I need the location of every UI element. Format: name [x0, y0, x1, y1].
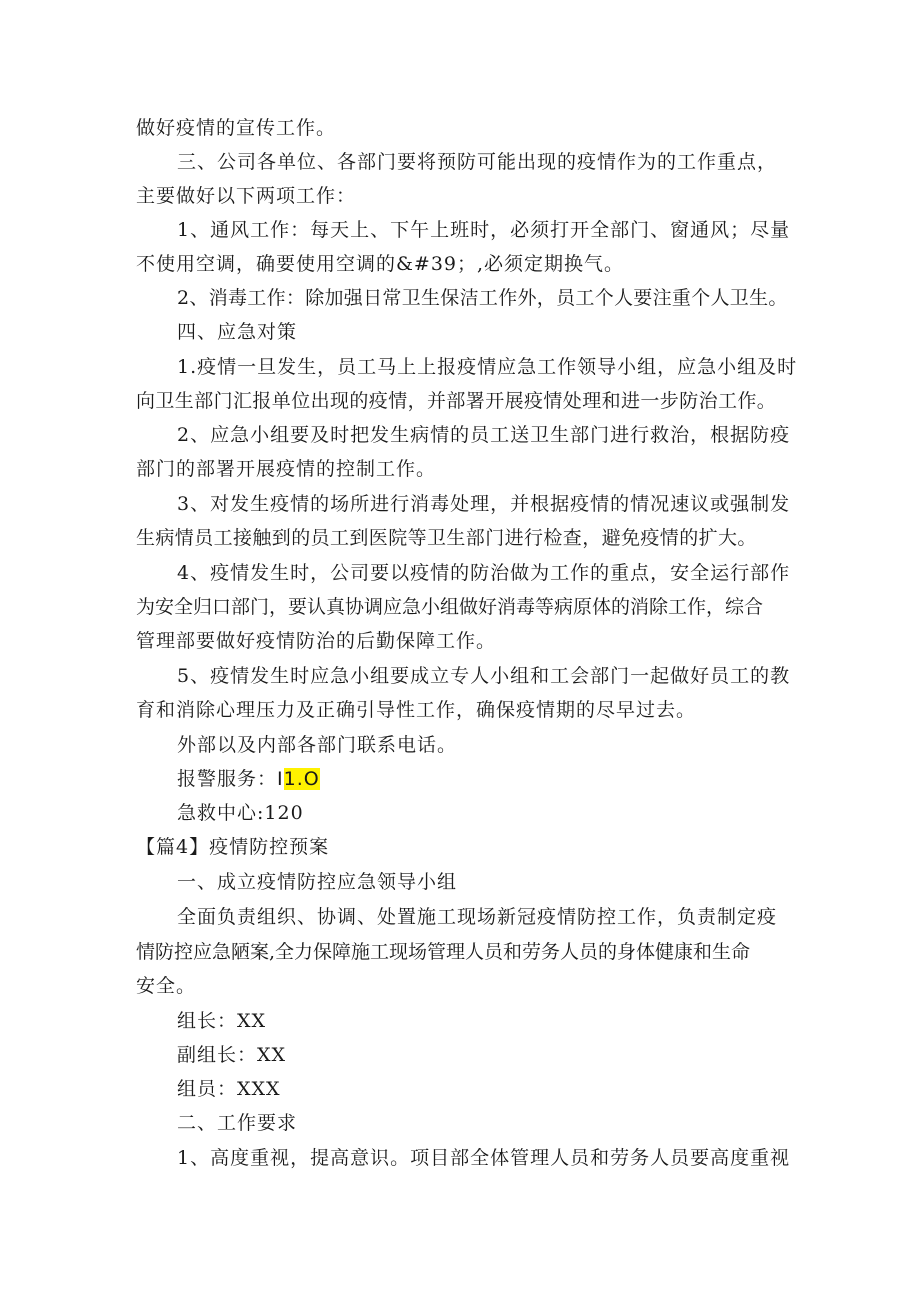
text-line: 三、公司各单位、各部门要将预防可能出现的疫情作为的工作重点，	[177, 151, 778, 173]
text-line: 安全。	[136, 975, 197, 997]
text-line: 全面负责组织、协调、处置施工现场新冠疫情防控工作，负责制定疫	[177, 906, 778, 928]
text-line: 管理部要做好疫情防治的后勤保障工作。	[136, 630, 497, 652]
deputy-leader-line: 副组长：XX	[177, 1044, 287, 1066]
text-line: 做好疫情的宣传工作。	[136, 117, 337, 139]
text-line: 1、通风工作：每天上、下午上班时，必须打开全部门、窗通风；尽量	[177, 219, 791, 241]
text-line: 生病情员工接触到的员工到医院等卫生部门进行检查，避免疫情的扩大。	[136, 527, 757, 549]
text-line: 四、应急对策	[177, 321, 298, 343]
text-line: 3、对发生疫情的场所进行消毒处理，并根据疫情的情况速议或强制发	[177, 493, 791, 515]
group-leader-line: 组长：XX	[177, 1010, 267, 1032]
text-line: 不使用空调，确要使用空调的&#39；,必须定期换气。	[136, 253, 625, 275]
police-number-prefix: I	[277, 768, 284, 790]
text-line: 育和消除心理压力及正确引导性工作，确保疫情期的尽早过去。	[136, 699, 697, 721]
text-line: 2、应急小组要及时把发生病情的员工送卫生部门进行救治，根据防疫	[177, 424, 791, 446]
text-line: 外部以及内部各部门联系电话。	[177, 734, 458, 756]
text-line: 1.疫情一旦发生，员工马上上报疫情应急工作领导小组，应急小组及时	[177, 356, 798, 378]
text-line: 5、疫情发生时应急小组要成立专人小组和工会部门一起做好员工的教	[177, 665, 791, 687]
text-line: 1、高度重视，提高意识。项目部全体管理人员和劳务人员要高度重视	[177, 1147, 791, 1169]
police-phone-line	[177, 767, 320, 791]
police-label: 报警服务：	[177, 768, 278, 790]
text-line: 部门的部署开展疫情的控制工作。	[136, 458, 437, 480]
text-line: 向卫生部门汇报单位出现的疫情，并部署开展疫情处理和进一步防治工作。	[136, 390, 777, 412]
text-line: 为安全归口部门，要认真协调应急小组做好消毒等病原体的消除工作，综合	[136, 596, 764, 618]
text-line: 主要做好以下两项工作：	[136, 185, 357, 207]
members-line: 组员：XXX	[177, 1078, 281, 1100]
text-line: 情防控应急陋案,全力保障施工现场管理人员和劳务人员的身体健康和生命	[136, 941, 751, 963]
police-number-highlight: 1.O	[283, 768, 320, 790]
text-line: 一、成立疫情防控应急领导小组	[177, 871, 458, 893]
text-line: 4、疫情发生时，公司要以疫情的防治做为工作的重点，安全运行部作	[177, 562, 791, 584]
ambulance-phone-line: 急救中心:120	[177, 802, 304, 824]
text-line: 二、工作要求	[177, 1112, 298, 1134]
text-line: 2、消毒工作：除加强日常卫生保洁工作外，员工个人要注重个人卫生。	[177, 287, 788, 309]
section-4-title: 【篇4】疫情防控预案	[136, 836, 330, 858]
